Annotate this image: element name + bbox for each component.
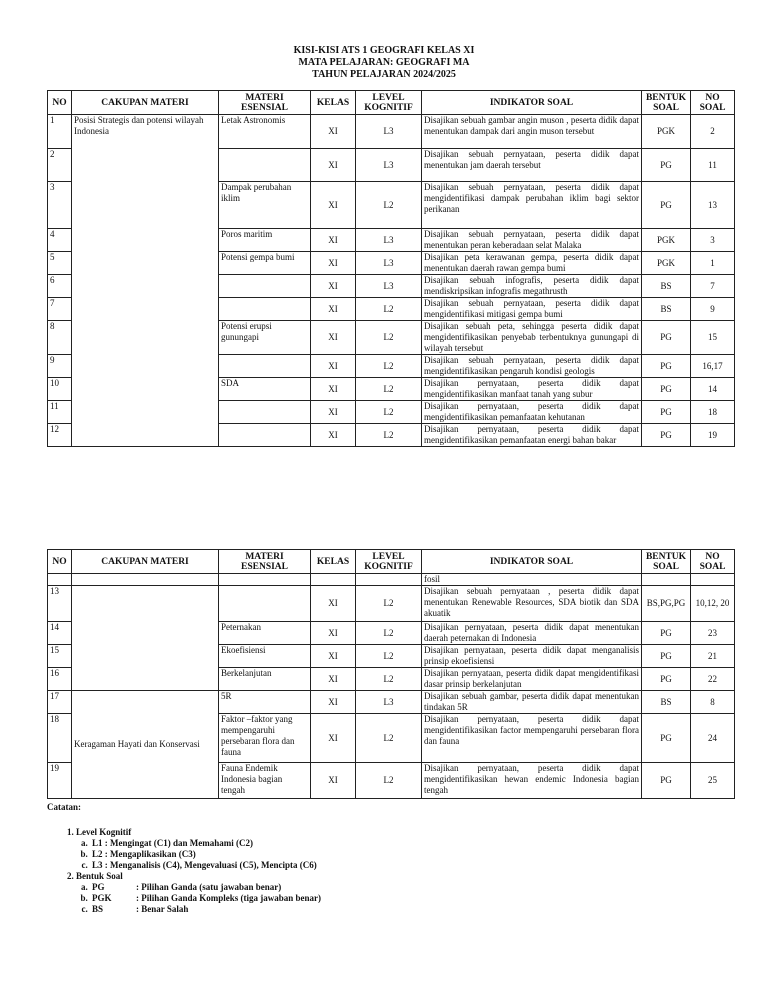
row-indikator: Disajikan sebuah peta, sehingga peserta didik dapat mengidentifikasikan penyebab terbentuknya gunungapi di wilayah tersebut xyxy=(422,321,642,355)
header-level: LEVEL KOGNITIF xyxy=(356,91,422,115)
row-materi xyxy=(219,149,311,182)
row-level: L3 xyxy=(356,115,422,149)
table-row xyxy=(48,115,735,149)
row-kelas: XI xyxy=(311,115,356,149)
header-indikator: INDIKATOR SOAL xyxy=(422,550,642,574)
row-no: 14 xyxy=(48,622,72,645)
row-level: L2 xyxy=(356,321,422,355)
row-level: L3 xyxy=(356,229,422,252)
notes-list xyxy=(47,827,321,915)
title-line-1: KISI-KISI ATS 1 GEOGRAFI KELAS XI xyxy=(293,45,475,56)
row-kelas: XI xyxy=(311,668,356,691)
row-nosoal: 23 xyxy=(691,622,735,645)
row-no: 6 xyxy=(48,275,72,298)
row-kelas: XI xyxy=(311,645,356,668)
row-kelas-empty xyxy=(311,574,356,586)
row-kelas: XI xyxy=(311,298,356,321)
row-kelas: XI xyxy=(311,149,356,182)
row-bentuk: PG xyxy=(642,182,691,229)
row-no: 19 xyxy=(48,763,72,799)
row-bentuk: PG xyxy=(642,763,691,799)
header-indikator: INDIKATOR SOAL xyxy=(422,91,642,115)
row-indikator: Disajikan sebuah gambar angin muson , peserta didik dapat menentukan dampak dari angin muson tersebut xyxy=(422,115,642,149)
row-bentuk: PG xyxy=(642,378,691,401)
row-indikator: Disajikan sebuah pernyataan, peserta didik dapat mengidentifikasi dampak perubahan iklim bagi sektor perikanan xyxy=(422,182,642,229)
header-kelas: KELAS xyxy=(311,550,356,574)
row-bentuk: PG xyxy=(642,424,691,447)
row-no: 3 xyxy=(48,182,72,229)
row-nosoal: 16,17 xyxy=(691,355,735,378)
row-indikator: Disajikan peta kerawanan gempa, peserta didik dapat menentukan daerah rawan gempa bumi xyxy=(422,252,642,275)
level-item: c. L3 : Menganalisis (C4), Mengevaluasi (C5), Mencipta (C6) xyxy=(90,860,321,871)
notes-item-bentuk xyxy=(76,871,321,915)
row-level: L3 xyxy=(356,691,422,714)
row-materi: Berkelanjutan xyxy=(219,668,311,691)
row-indikator: Disajikan pernyataan, peserta didik dapat mengidentifikasikan pemanfaatan kehutanan xyxy=(422,401,642,424)
cakupan-materi: Keragaman Hayati dan Konservasi xyxy=(72,691,219,799)
level-title: Level Kognitif xyxy=(76,827,132,837)
row-materi: Faktor –faktor yang mempengaruhi persebaran flora dan fauna xyxy=(219,714,311,763)
row-materi: Fauna Endemik Indonesia bagian tengah xyxy=(219,763,311,799)
row-no: 10 xyxy=(48,378,72,401)
row-materi xyxy=(219,275,311,298)
row-materi-empty xyxy=(219,574,311,586)
row-nosoal-empty xyxy=(691,574,735,586)
cakupan-materi-empty xyxy=(72,586,219,691)
row-no: 18 xyxy=(48,714,72,763)
row-nosoal: 8 xyxy=(691,691,735,714)
row-nosoal: 18 xyxy=(691,401,735,424)
row-no: 4 xyxy=(48,229,72,252)
row-no: 1 xyxy=(48,115,72,149)
row-no: 2 xyxy=(48,149,72,182)
row-kelas: XI xyxy=(311,182,356,229)
table-row xyxy=(48,586,735,622)
row-no: 11 xyxy=(48,401,72,424)
row-kelas: XI xyxy=(311,355,356,378)
bentuk-desc: : Pilihan Ganda Kompleks (tiga jawaban benar) xyxy=(136,893,322,903)
row-kelas: XI xyxy=(311,586,356,622)
row-bentuk: PG xyxy=(642,714,691,763)
notes-item-level xyxy=(76,827,321,871)
header-bentuk: BENTUK SOAL xyxy=(642,550,691,574)
row-indikator: Disajikan sebuah pernyataan, peserta didik dapat mengidentifikasi mitigasi gempa bumi xyxy=(422,298,642,321)
row-bentuk: PG xyxy=(642,149,691,182)
notes-title: Catatan: xyxy=(47,802,81,812)
document-title xyxy=(0,45,768,81)
row-bentuk: PG xyxy=(642,401,691,424)
row-level: L2 xyxy=(356,586,422,622)
row-indikator: Disajikan pernyataan, peserta didik dapat mengidentifikasikan factor mempengaruhi persebaran flora dan fauna xyxy=(422,714,642,763)
row-indikator: Disajikan sebuah pernyataan, peserta didik dapat menentukan jam daerah tersebut xyxy=(422,149,642,182)
row-indikator: Disajikan sebuah pernyataan , peserta didik dapat menentukan Renewable Resources, SDA biotik dan SDA akuatik xyxy=(422,586,642,622)
row-bentuk: PG xyxy=(642,645,691,668)
row-nosoal: 7 xyxy=(691,275,735,298)
row-no: 5 xyxy=(48,252,72,275)
row-nosoal: 19 xyxy=(691,424,735,447)
bentuk-item xyxy=(90,882,321,893)
row-bentuk: PG xyxy=(642,668,691,691)
row-kelas: XI xyxy=(311,401,356,424)
row-materi: Poros maritim xyxy=(219,229,311,252)
row-level: L3 xyxy=(356,275,422,298)
row-bentuk: PG xyxy=(642,321,691,355)
bentuk-title: Bentuk Soal xyxy=(76,871,123,881)
row-indikator: Disajikan pernyataan, peserta didik dapat mengidentifikasikan manfaat tanah yang subur xyxy=(422,378,642,401)
row-bentuk-empty xyxy=(642,574,691,586)
title-line-2: MATA PELAJARAN: GEOGRAFI MA xyxy=(298,57,470,68)
row-level: L2 xyxy=(356,714,422,763)
row-kelas: XI xyxy=(311,378,356,401)
table-header-row xyxy=(48,550,735,574)
row-level: L2 xyxy=(356,182,422,229)
row-nosoal: 14 xyxy=(691,378,735,401)
row-indikator: Disajikan pernyataan, peserta didik dapat mengidentifikasi dasar prinsip berkelanjutan xyxy=(422,668,642,691)
bentuk-code: BS xyxy=(92,904,104,914)
table-header-row xyxy=(48,91,735,115)
row-bentuk: BS,PG,PG xyxy=(642,586,691,622)
row-bentuk: PG xyxy=(642,622,691,645)
row-level: L2 xyxy=(356,763,422,799)
row-materi xyxy=(219,586,311,622)
row-indikator: Disajikan pernyataan, peserta didik dapat mengidentifikasikan hewan endemic Indonesia bagian tengah xyxy=(422,763,642,799)
header-no: NO xyxy=(48,91,72,115)
row-indikator: Disajikan sebuah infografis, peserta didik dapat mendiskripsikan infografis megathrusth xyxy=(422,275,642,298)
row-level-empty xyxy=(356,574,422,586)
header-materi: MATERI ESENSIAL xyxy=(219,550,311,574)
row-materi: Letak Astronomis xyxy=(219,115,311,149)
row-indikator: Disajikan sebuah gambar, peserta didik dapat menentukan tindakan 5R xyxy=(422,691,642,714)
row-bentuk: PGK xyxy=(642,115,691,149)
row-no: 12 xyxy=(48,424,72,447)
level-item: a. L1 : Mengingat (C1) dan Memahami (C2) xyxy=(90,838,321,849)
row-indikator: Disajikan pernyataan, peserta didik dapat menganalisis prinsip ekoefisiensi xyxy=(422,645,642,668)
bentuk-desc: : Benar Salah xyxy=(136,904,189,914)
row-nosoal: 13 xyxy=(691,182,735,229)
row-materi: Peternakan xyxy=(219,622,311,645)
row-indikator: Disajikan sebuah pernyataan, peserta didik dapat mengidentifikasikan pengaruh kondisi geologis xyxy=(422,355,642,378)
cakupan-materi: Posisi Strategis dan potensi wilayah Indonesia xyxy=(72,115,219,447)
row-level: L2 xyxy=(356,622,422,645)
kisi-table-1 xyxy=(47,90,735,447)
row-kelas: XI xyxy=(311,763,356,799)
row-nosoal: 22 xyxy=(691,668,735,691)
row-bentuk: PG xyxy=(642,355,691,378)
row-kelas: XI xyxy=(311,321,356,355)
row-bentuk: PGK xyxy=(642,252,691,275)
row-level: L2 xyxy=(356,668,422,691)
row-bentuk: BS xyxy=(642,298,691,321)
header-cakupan: CAKUPAN MATERI xyxy=(72,550,219,574)
bentuk-item xyxy=(90,904,321,915)
row-kelas: XI xyxy=(311,275,356,298)
row-kelas: XI xyxy=(311,252,356,275)
row-materi xyxy=(219,401,311,424)
row-no-empty xyxy=(48,574,72,586)
row-materi: 5R xyxy=(219,691,311,714)
header-kelas: KELAS xyxy=(311,91,356,115)
row-nosoal: 9 xyxy=(691,298,735,321)
header-bentuk: BENTUK SOAL xyxy=(642,91,691,115)
row-level: L3 xyxy=(356,149,422,182)
header-no: NO xyxy=(48,550,72,574)
kisi-table-2 xyxy=(47,549,735,799)
bentuk-list xyxy=(76,882,321,915)
notes-section xyxy=(47,802,321,915)
row-kelas: XI xyxy=(311,622,356,645)
level-item: b. L2 : Mengaplikasikan (C3) xyxy=(90,849,321,860)
row-materi: Dampak perubahan iklim xyxy=(219,182,311,229)
bentuk-code: PGK xyxy=(92,893,112,903)
row-nosoal: 15 xyxy=(691,321,735,355)
cakupan-materi-empty xyxy=(72,574,219,586)
row-no: 15 xyxy=(48,645,72,668)
row-materi xyxy=(219,298,311,321)
row-level: L2 xyxy=(356,401,422,424)
header-cakupan: CAKUPAN MATERI xyxy=(72,91,219,115)
header-nosoal: NO SOAL xyxy=(691,91,735,115)
row-nosoal: 2 xyxy=(691,115,735,149)
table-row-continuation xyxy=(48,574,735,586)
row-level: L2 xyxy=(356,355,422,378)
row-materi: Potensi erupsi gunungapi xyxy=(219,321,311,355)
row-no: 8 xyxy=(48,321,72,355)
row-kelas: XI xyxy=(311,229,356,252)
row-kelas: XI xyxy=(311,424,356,447)
row-bentuk: BS xyxy=(642,691,691,714)
header-level: LEVEL KOGNITIF xyxy=(356,550,422,574)
row-level: L2 xyxy=(356,378,422,401)
bentuk-code: PG xyxy=(92,882,105,892)
row-no: 9 xyxy=(48,355,72,378)
row-level: L2 xyxy=(356,424,422,447)
row-nosoal: 21 xyxy=(691,645,735,668)
table-row xyxy=(48,691,735,714)
row-nosoal: 10,12, 20 xyxy=(691,586,735,622)
row-bentuk: BS xyxy=(642,275,691,298)
row-kelas: XI xyxy=(311,714,356,763)
row-materi: Potensi gempa bumi xyxy=(219,252,311,275)
row-materi xyxy=(219,355,311,378)
row-indikator: Disajikan sebuah pernyataan, peserta didik dapat menentukan peran keberadaan selat Malaka xyxy=(422,229,642,252)
level-list xyxy=(76,838,321,871)
row-nosoal: 25 xyxy=(691,763,735,799)
header-materi: MATERI ESENSIAL xyxy=(219,91,311,115)
title-line-3: TAHUN PELAJARAN 2024/2025 xyxy=(312,69,456,80)
row-no: 17 xyxy=(48,691,72,714)
row-no: 13 xyxy=(48,586,72,622)
row-indikator-continuation: fosil xyxy=(422,574,642,586)
row-no: 7 xyxy=(48,298,72,321)
bentuk-desc: : Pilihan Ganda (satu jawaban benar) xyxy=(136,882,282,892)
row-nosoal: 11 xyxy=(691,149,735,182)
row-level: L3 xyxy=(356,252,422,275)
row-materi: SDA xyxy=(219,378,311,401)
row-nosoal: 24 xyxy=(691,714,735,763)
row-nosoal: 1 xyxy=(691,252,735,275)
row-nosoal: 3 xyxy=(691,229,735,252)
row-indikator: Disajikan pernyataan, peserta didik dapat menentukan daerah peternakan di Indonesia xyxy=(422,622,642,645)
row-materi xyxy=(219,424,311,447)
header-nosoal: NO SOAL xyxy=(691,550,735,574)
row-bentuk: PGK xyxy=(642,229,691,252)
row-level: L2 xyxy=(356,645,422,668)
row-indikator: Disajikan pernyataan, peserta didik dapat mengidentifikasikan pemanfaatan energi bahan bakar xyxy=(422,424,642,447)
row-kelas: XI xyxy=(311,691,356,714)
row-materi: Ekoefisiensi xyxy=(219,645,311,668)
bentuk-item xyxy=(90,893,321,904)
row-no: 16 xyxy=(48,668,72,691)
row-level: L2 xyxy=(356,298,422,321)
